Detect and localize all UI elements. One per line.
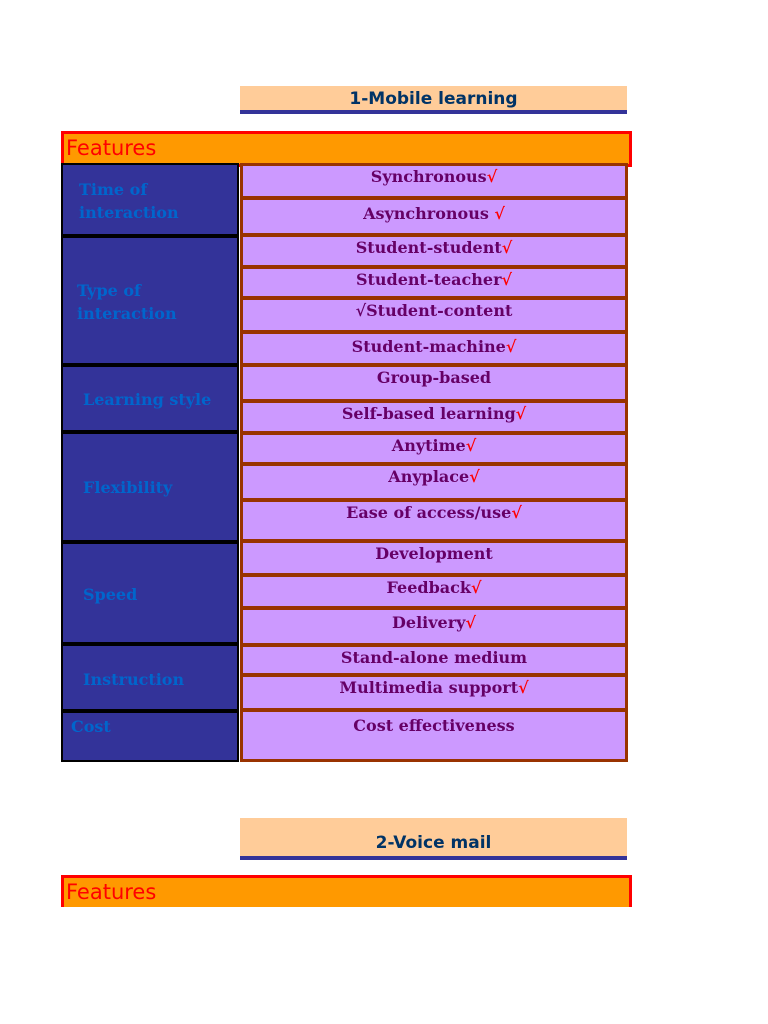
feature-row: Self-based learning√ bbox=[240, 400, 628, 434]
feature-row: Student-machine√ bbox=[240, 331, 628, 366]
category-label: Learning style bbox=[83, 390, 212, 409]
feature-row: Feedback√ bbox=[240, 574, 628, 609]
category-time-of-interaction bbox=[61, 163, 239, 236]
category-label: Cost bbox=[71, 717, 111, 736]
feature-row: √Student-content bbox=[240, 297, 628, 333]
check-icon: √ bbox=[465, 436, 477, 455]
feature-row: Student-teacher√ bbox=[240, 266, 628, 299]
feature-row: Development bbox=[240, 540, 628, 576]
category-label: Instruction bbox=[83, 670, 185, 689]
section-title: 1-Mobile learning bbox=[240, 86, 627, 114]
category-label: Flexibility bbox=[83, 478, 173, 497]
check-icon: √ bbox=[469, 467, 480, 486]
check-icon: √ bbox=[494, 204, 505, 223]
category-type-of-interaction bbox=[61, 236, 239, 365]
category-label: Time of interaction bbox=[79, 180, 179, 222]
check-icon: √ bbox=[515, 404, 527, 423]
feature-row: Synchronous√ bbox=[240, 163, 628, 199]
check-icon: √ bbox=[518, 678, 529, 697]
feature-row: Delivery√ bbox=[240, 607, 628, 646]
feature-row: Anyplace√ bbox=[240, 463, 628, 501]
check-icon: √ bbox=[501, 238, 513, 257]
category-speed bbox=[61, 542, 239, 644]
category-flexibility bbox=[61, 432, 239, 542]
feature-row: Stand-alone medium bbox=[240, 644, 628, 676]
check-icon: √ bbox=[486, 167, 498, 186]
check-icon: √ bbox=[465, 613, 476, 632]
feature-row: Ease of access/use√ bbox=[240, 499, 628, 542]
category-label: Speed bbox=[83, 585, 138, 604]
check-icon: √ bbox=[511, 503, 522, 522]
feature-row: Anytime√ bbox=[240, 432, 628, 465]
category-instruction bbox=[61, 644, 239, 711]
feature-row: Group-based bbox=[240, 364, 628, 402]
feature-row: Asynchronous √ bbox=[240, 197, 628, 236]
check-icon: √ bbox=[501, 270, 513, 289]
feature-row: Student-student√ bbox=[240, 234, 628, 268]
check-icon: √ bbox=[505, 337, 517, 356]
category-cost bbox=[61, 711, 239, 762]
category-learning-style bbox=[61, 365, 239, 432]
features-header: Features bbox=[61, 875, 632, 907]
feature-row: Cost effectiveness bbox=[240, 709, 628, 762]
check-icon: √ bbox=[470, 578, 482, 597]
category-label: Type of interaction bbox=[77, 281, 177, 323]
features-header: Features bbox=[61, 131, 632, 167]
section-title: 2-Voice mail bbox=[240, 818, 627, 860]
feature-row: Multimedia support√ bbox=[240, 674, 628, 711]
